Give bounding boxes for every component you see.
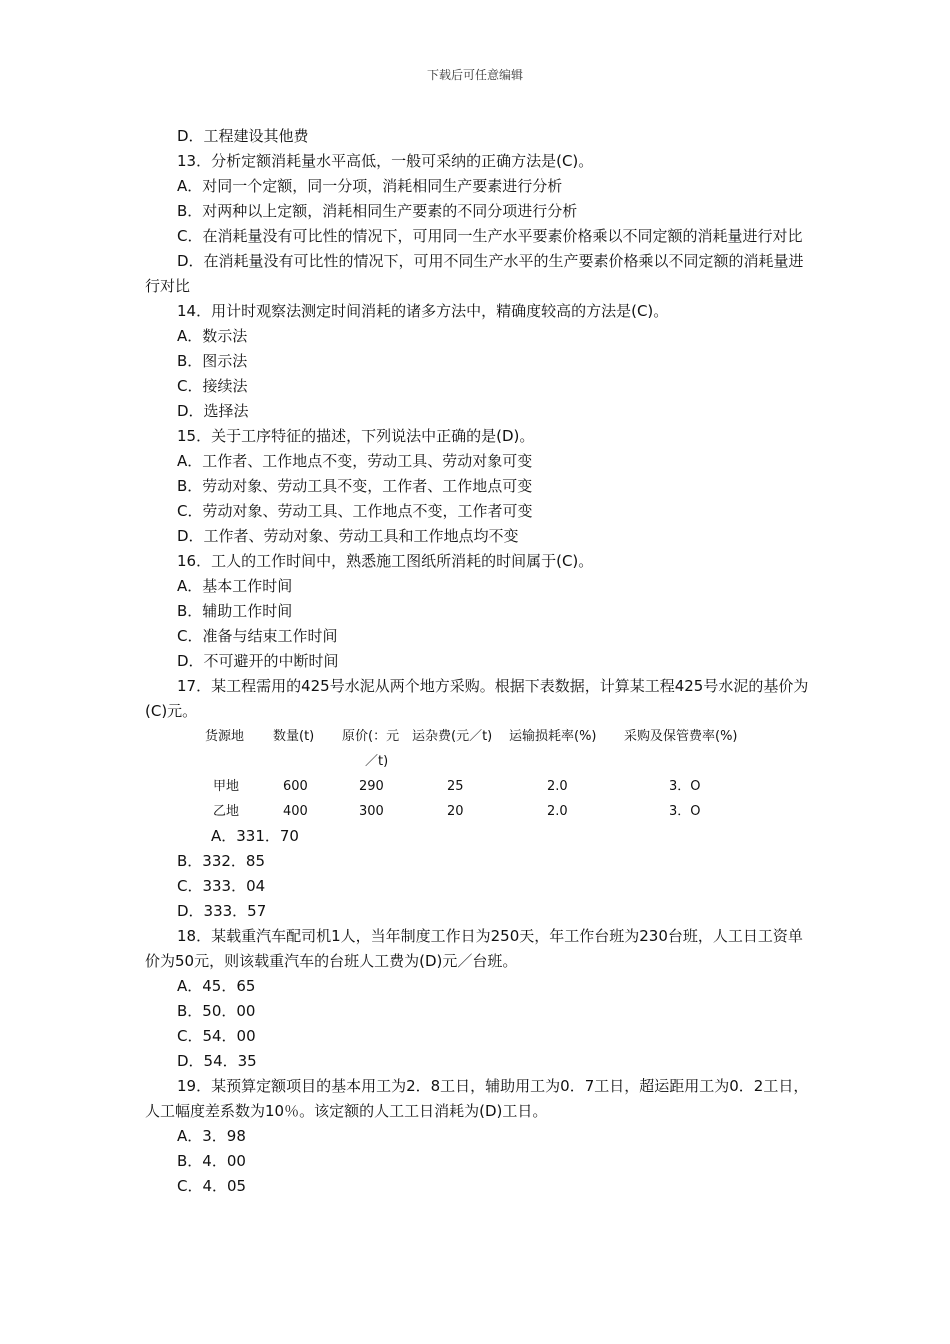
table-row (145, 799, 810, 824)
table-cell: 300 (359, 804, 384, 819)
table-header-cell: 运输损耗率(%) (509, 729, 597, 744)
option-line: D．选择法 (177, 402, 249, 420)
table-header-row (145, 724, 810, 749)
table-cell: 3．O (669, 779, 701, 794)
document-body (145, 124, 810, 1199)
table-cell: 400 (283, 804, 308, 819)
question-15: 15．关于工序特征的描述，下列说法中正确的是(D)。 (177, 427, 535, 445)
option-line: D．工程建设其他费 (177, 127, 309, 145)
question-14: 14．用计时观察法测定时间消耗的诸多方法中，精确度较高的方法是(C)。 (177, 302, 669, 320)
table-cell: 20 (447, 804, 464, 819)
table-header-cell: 原价(：元 (342, 729, 400, 744)
option-line: A．基本工作时间 (177, 577, 293, 595)
table-cell: 3．O (669, 804, 701, 819)
option-line: D．工作者、劳动对象、劳动工具和工作地点均不变 (177, 527, 519, 545)
table-cell: 2.0 (547, 804, 568, 819)
option-line: B．对两种以上定额，消耗相同生产要素的不同分项进行分析 (177, 202, 578, 220)
option-line: A．3．98 (177, 1127, 246, 1145)
question-13: 13．分析定额消耗量水平高低，一般可采纳的正确方法是(C)。 (177, 152, 594, 170)
table-cell: 甲地 (213, 779, 240, 794)
table-header-cell: 采购及保管费率(%) (624, 729, 738, 744)
option-line: B．劳动对象、劳动工具不变，工作者、工作地点可变 (177, 477, 533, 495)
option-line: C．在消耗量没有可比性的情况下，可用同一生产水平要素价格乘以不同定额的消耗量进行对比 (177, 227, 803, 245)
table-header-cell: 货源地 (205, 729, 245, 744)
option-line: A．45．65 (177, 977, 256, 995)
table-cell: 乙地 (213, 804, 240, 819)
option-line: C．54．00 (177, 1027, 256, 1045)
option-line: C．333．04 (177, 877, 266, 895)
table-header-cell: 运杂费(元／t) (412, 729, 493, 744)
option-line: B．50．00 (177, 1002, 256, 1020)
option-line: D．在消耗量没有可比性的情况下，可用不同生产水平的生产要素价格乘以不同定额的消耗量进行对比 (145, 252, 804, 295)
option-line: A．对同一个定额，同一分项，消耗相同生产要素进行分析 (177, 177, 563, 195)
table-cell: 25 (447, 779, 464, 794)
option-line: B．辅助工作时间 (177, 602, 293, 620)
option-line: C．劳动对象、劳动工具、工作地点不变，工作者可变 (177, 502, 533, 520)
option-line: C．接续法 (177, 377, 248, 395)
option-line: C．准备与结束工作时间 (177, 627, 338, 645)
option-line: A．工作者、工作地点不变，劳动工具、劳动对象可变 (177, 452, 533, 470)
option-line: D．不可避开的中断时间 (177, 652, 339, 670)
option-line: A．数示法 (177, 327, 248, 345)
page-header: 下载后可任意编辑 (426, 68, 523, 82)
option-line: B．4．00 (177, 1152, 246, 1170)
option-line: D．333．57 (177, 902, 267, 920)
table-row (145, 774, 810, 799)
table-header-cell: ／t) (365, 754, 389, 769)
option-line: D．54．35 (177, 1052, 257, 1070)
question-19: 19．某预算定额项目的基本用工为2．8工日，辅助用工为0．7工日，超运距用工为0．2工日，人工幅度差系数为10％。该定额的人工工日消耗为(D)工日。 (145, 1077, 809, 1120)
option-line: B．图示法 (177, 352, 248, 370)
option-line: B．332．85 (177, 852, 266, 870)
table-header-cell: 数量(t) (273, 729, 315, 744)
table-header-continuation (145, 749, 810, 774)
table-cell: 600 (283, 779, 308, 794)
question-16: 16．工人的工作时间中，熟悉施工图纸所消耗的时间属于(C)。 (177, 552, 594, 570)
table-cell: 290 (359, 779, 384, 794)
option-line: A．331．70 (211, 827, 299, 845)
table-cell: 2.0 (547, 779, 568, 794)
question-18: 18．某载重汽车配司机1人，当年制度工作日为250天，年工作台班为230台班，人工日工资单价为50元，则该载重汽车的台班人工费为(D)元／台班。 (145, 927, 803, 970)
question-17: 17．某工程需用的425号水泥从两个地方采购。根据下表数据，计算某工程425号水泥的基价为(C)元。 (145, 677, 809, 720)
option-line: C．4．05 (177, 1177, 247, 1195)
